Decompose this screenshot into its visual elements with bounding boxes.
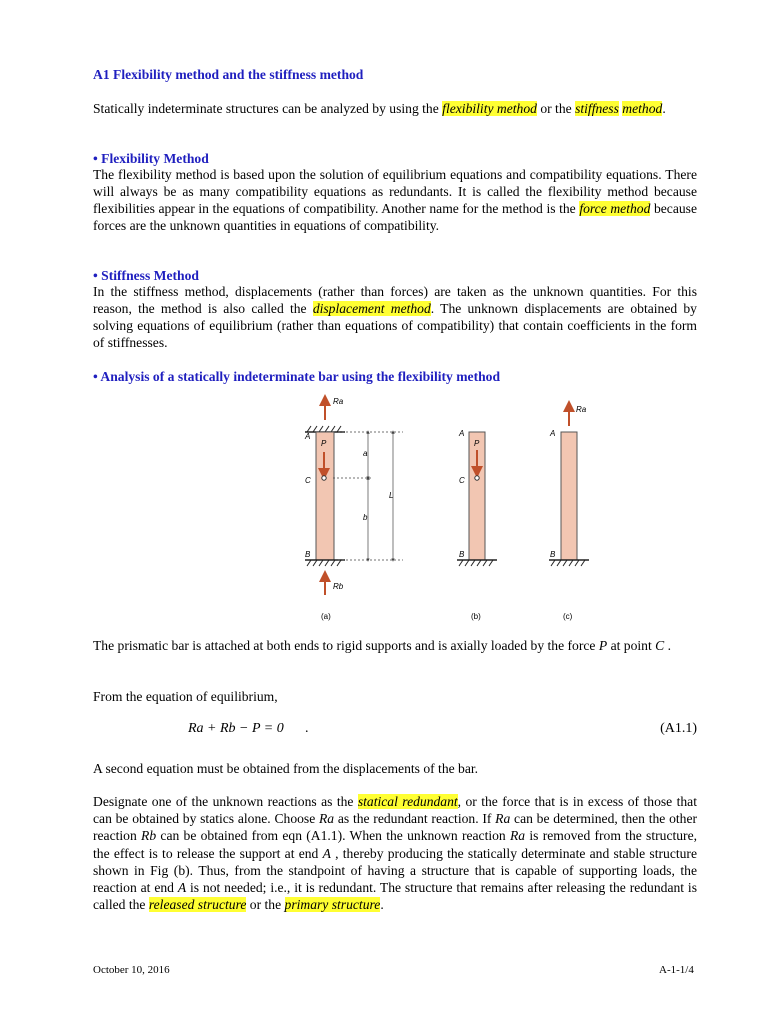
p4-t1: Designate one of the unknown reactions as the bbox=[93, 794, 358, 809]
intro-text-mid: or the bbox=[536, 101, 576, 116]
paragraph-prismatic-bar bbox=[93, 637, 697, 654]
p4-t8: is not needed; i.e., it is redundant. The structure that remains after releasing the redundant is called the bbox=[93, 880, 697, 913]
equation-tail: . bbox=[305, 721, 309, 736]
highlight-primary-structure: primary structure bbox=[284, 897, 381, 913]
intro-text-end: . bbox=[662, 101, 666, 116]
intro-text: Statically indeterminate structures can be analyzed by using the bbox=[93, 101, 443, 116]
var-ra: Ra bbox=[495, 811, 511, 827]
p4-t2: , or the force that is in excess of those that can be obtained by statics alone. Choose bbox=[93, 794, 697, 827]
bar-a bbox=[316, 432, 334, 560]
p4-t5: can be obtained from eqn (A1.1). When the unknown reaction bbox=[156, 828, 510, 844]
paragraph-equilibrium: From the equation of equilibrium, bbox=[93, 689, 278, 704]
dim-b: b bbox=[363, 513, 368, 522]
flex-text: The flexibility method is based upon the solution of equilibrium equations and compatibility equations. There will always be as many compatibility equations as redundants. It is called the flexibility method because flexibilities appear in the equations of compatibility. Another name for the method is the bbox=[93, 167, 697, 216]
var-c: C bbox=[655, 638, 665, 653]
p4-t3: as the redundant reaction. If bbox=[334, 811, 496, 827]
highlight-displacement-method: displacement method bbox=[312, 301, 431, 316]
label-p-b: P bbox=[474, 439, 480, 448]
point-c bbox=[322, 476, 326, 480]
p4-t7: , thereby producing the statically determinate and stable structure shown in Fig (b). Thus, from the standpoint of having a structure that is capable of supporting loads, the reaction at end bbox=[93, 845, 697, 896]
highlight-statical-redundant: statical redundant bbox=[357, 794, 458, 809]
label-ra: Ra bbox=[333, 397, 344, 406]
p4-t9: or the bbox=[246, 897, 285, 913]
label-rb: Rb bbox=[333, 582, 344, 591]
stiffness-paragraph bbox=[93, 283, 697, 351]
caption-b: (b) bbox=[471, 612, 481, 621]
var-rb: Rb bbox=[141, 828, 157, 844]
dim-a: a bbox=[363, 449, 368, 458]
bar-c bbox=[561, 432, 577, 560]
label-p: P bbox=[321, 439, 327, 448]
label-c: C bbox=[305, 476, 311, 485]
para1-text: The prismatic bar is attached at both ends to rigid supports and is axially loaded by the force bbox=[93, 638, 599, 653]
bar-figure bbox=[193, 390, 613, 625]
analysis-heading: • Analysis of a statically indeterminate bar using the flexibility method bbox=[93, 369, 501, 384]
dim-l: L bbox=[389, 491, 394, 500]
highlight-released-structure: released structure bbox=[148, 897, 247, 913]
flexibility-paragraph bbox=[93, 166, 697, 234]
figure-a bbox=[304, 397, 403, 621]
p4-t6: is removed from the structure, the effect is to release the support at end bbox=[93, 828, 698, 861]
caption-c: (c) bbox=[563, 612, 573, 621]
equation-body: Ra + Rb − P = 0 bbox=[188, 721, 284, 736]
footer-date: October 10, 2016 bbox=[93, 964, 170, 976]
paragraph-second-equation: A second equation must be obtained from the displacements of the bar. bbox=[93, 761, 479, 776]
label-b-end-c: B bbox=[550, 550, 556, 559]
var-ra: Ra bbox=[510, 828, 526, 844]
flex-text-end: because forces are the unknown quantities in equations of compatibility. bbox=[93, 201, 697, 233]
footer-page-number: A-1-1/4 bbox=[659, 964, 694, 976]
label-c-b: C bbox=[459, 476, 465, 485]
intro-paragraph bbox=[93, 100, 697, 117]
highlight-flexibility-method: flexibility method bbox=[442, 101, 537, 116]
paragraph-redundant bbox=[93, 793, 697, 913]
flexibility-heading: • Flexibility Method bbox=[93, 151, 209, 166]
point-c-b bbox=[475, 476, 479, 480]
label-ra-c: Ra bbox=[576, 405, 587, 414]
stiffness-heading: • Stiffness Method bbox=[93, 268, 199, 283]
section-title: A1 Flexibility method and the stiffness method bbox=[93, 67, 364, 82]
label-a-end-c: A bbox=[550, 429, 556, 438]
figure-b bbox=[457, 429, 497, 621]
p4-t4: can be determined, then the other reaction bbox=[93, 811, 698, 844]
figure-c bbox=[549, 405, 589, 621]
para1-text-3: . bbox=[664, 638, 671, 653]
var-a: A bbox=[177, 880, 187, 896]
para1-text-2: at point bbox=[607, 638, 656, 653]
stiff-text-end: . The unknown displacements are obtained by solving equations of equilibrium (rather than equations of compatibility) that contain coefficients in the form of stiffnesses. bbox=[93, 301, 697, 350]
equation-number: (A1.1) bbox=[660, 721, 697, 736]
p4-t10: . bbox=[380, 897, 384, 913]
highlight-force-method: force method bbox=[579, 201, 651, 216]
highlight-method: method bbox=[622, 101, 663, 116]
var-p: P bbox=[598, 638, 608, 653]
label-b-end-b: B bbox=[459, 550, 465, 559]
label-b-end: B bbox=[305, 550, 311, 559]
var-ra: Ra bbox=[319, 811, 335, 827]
var-a: A bbox=[322, 845, 331, 861]
caption-a: (a) bbox=[321, 612, 331, 621]
stiff-text: In the stiffness method, displacements (rather than forces) are taken as the unknown quantities. For this reason, the method is also called the bbox=[93, 284, 697, 316]
label-a-end: A bbox=[305, 432, 311, 441]
highlight-stiffness: stiffness bbox=[575, 101, 619, 116]
label-a-end-b: A bbox=[459, 429, 465, 438]
